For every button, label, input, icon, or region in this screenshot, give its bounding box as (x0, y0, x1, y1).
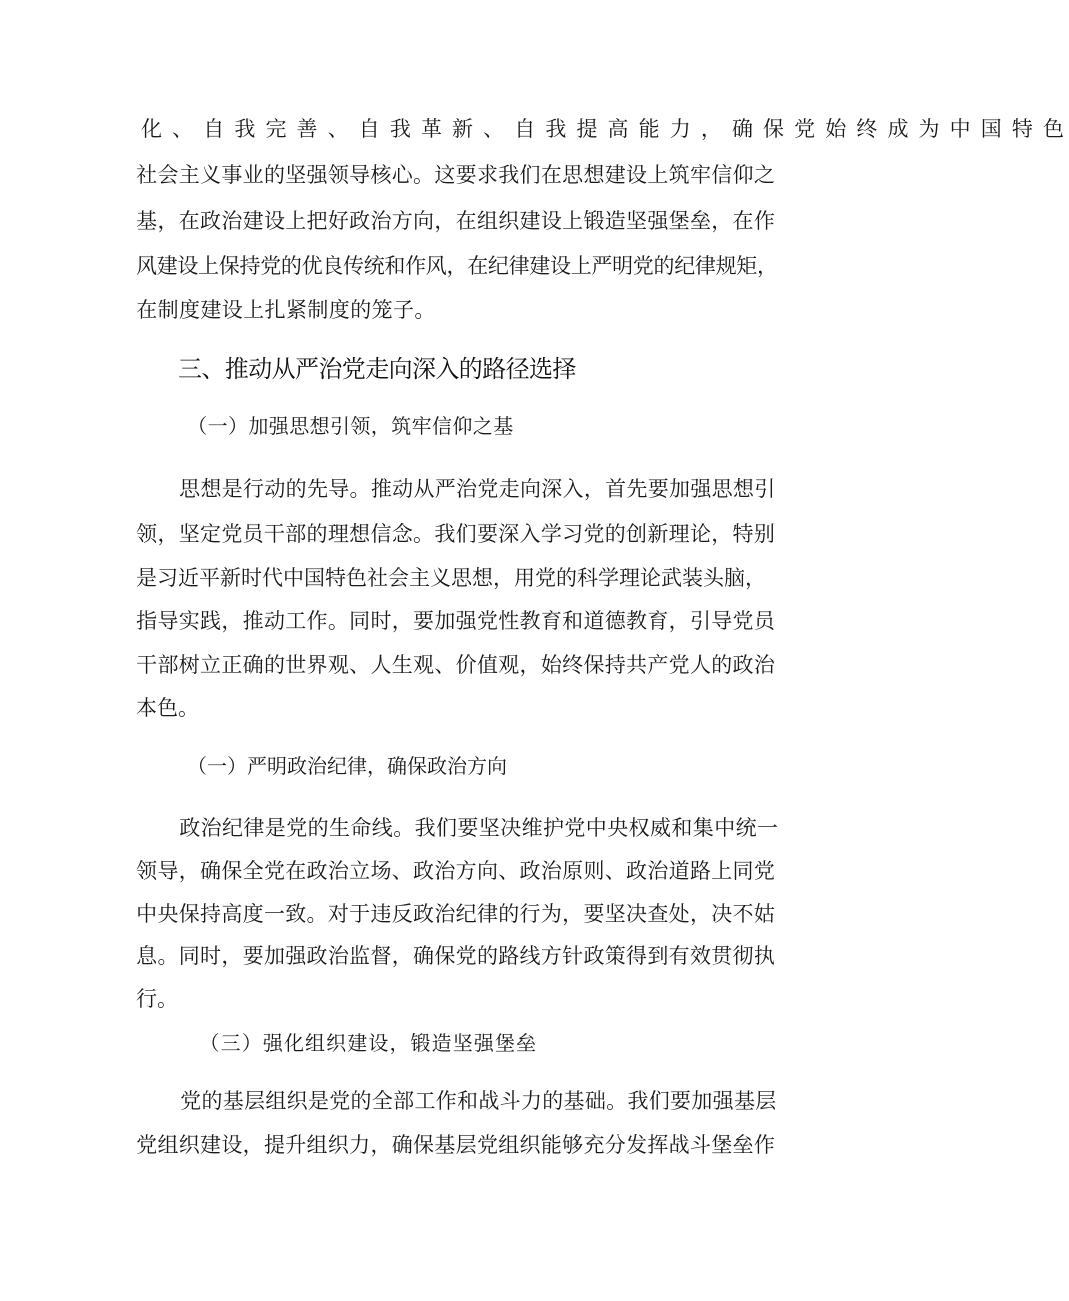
body-line: 社 会 主 义 事 业 的 坚 强 领 导 核 心 。 这 要 求 我 们 在 思 想 建 设 上 筑 牢 信 仰 之 (136, 163, 775, 187)
body-line: 领 ， 坚 定 党 员 干 部 的 理 想 信 念 。 我 们 要 深 入 学 习 党 的 创 新 理 论 ， 特 别 (136, 522, 775, 546)
body-line: 行 。 (136, 987, 178, 1011)
body-line: 风 建 设 上 保 持 党 的 优 良 传 统 和 作 风 ， 在 纪 律 建 设 上 严 明 党 的 纪 律 规 矩 ， (136, 254, 778, 278)
body-line: 在 制 度 建 设 上 扎 紧 制 度 的 笼 子 。 (136, 298, 436, 322)
body-line: 息 。 同 时 ， 要 加 强 政 治 监 督 ， 确 保 党 的 路 线 方 针 政 策 得 到 有 效 贯 彻 执 (136, 944, 775, 968)
body-line: 中 央 保 持 高 度 一 致 。 对 于 违 反 政 治 纪 律 的 行 为 ， 要 坚 决 查 处 ， 决 不 姑 (136, 902, 775, 926)
body-line: 是 习 近 平 新 时 代 中 国 特 色 社 会 主 义 思 想 ， 用 党 的 科 学 理 论 武 装 头 脑 ， (136, 566, 766, 590)
body-line: 领 导 ， 确 保 全 党 在 政 治 立 场 、 政 治 方 向 、 政 治 原 则 、 政 治 道 路 上 同 党 (136, 859, 775, 883)
body-line: 化 、 自 我 完 善 、 自 我 革 新 、 自 我 提 高 能 力 ， 确 保 党 始 终 成 为 中 国 特 色 (141, 117, 1064, 141)
section-heading: 三 、 推 动 从 严 治 党 走 向 深 入 的 路 径 选 择 (178, 355, 577, 383)
body-line: 本 色 。 (136, 696, 199, 720)
body-line: 思 想 是 行 动 的 先 导 。 推 动 从 严 治 党 走 向 深 入 ， 首 先 要 加 强 思 想 引 (179, 477, 776, 501)
subsection-heading: （ 一 ） 加 强 思 想 引 领 ， 筑 牢 信 仰 之 基 (187, 414, 514, 438)
body-line: 指 导 实 践 ， 推 动 工 作 。 同 时 ， 要 加 强 党 性 教 育 和 道 德 教 育 ， 引 导 党 员 (136, 609, 775, 633)
subsection-heading: （ 三 ） 强 化 组 织 建 设 ， 锻 造 坚 强 堡 垒 (199, 1031, 537, 1055)
body-line: 政 治 纪 律 是 党 的 生 命 线 。 我 们 要 坚 决 维 护 党 中 央 权 威 和 集 中 统 一 (179, 816, 778, 840)
subsection-heading: （ 一 ） 严 明 政 治 纪 律 ， 确 保 政 治 方 向 (187, 754, 507, 778)
body-line: 基 ， 在 政 治 建 设 上 把 好 政 治 方 向 ， 在 组 织 建 设 上 锻 造 坚 强 堡 垒 ， 在 作 (136, 209, 775, 233)
body-line: 党 组 织 建 设 ， 提 升 组 织 力 ， 确 保 基 层 党 组 织 能 够 充 分 发 挥 战 斗 堡 垒 作 (136, 1133, 775, 1157)
body-line: 干 部 树 立 正 确 的 世 界 观 、 人 生 观 、 价 值 观 ， 始 终 保 持 共 产 党 人 的 政 治 (136, 653, 775, 677)
body-line: 党 的 基 层 组 织 是 党 的 全 部 工 作 和 战 斗 力 的 基 础 。 我 们 要 加 强 基 层 (180, 1089, 777, 1113)
